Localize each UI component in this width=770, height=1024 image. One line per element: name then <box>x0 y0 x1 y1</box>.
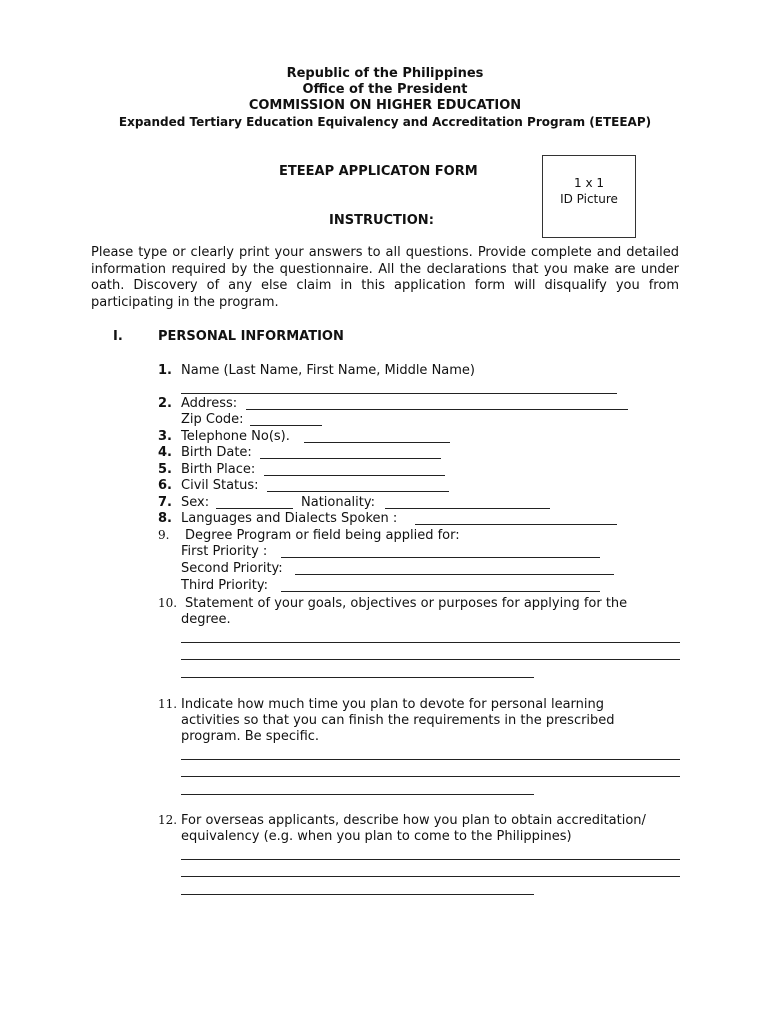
birth-date-label: Birth Date: <box>181 445 252 460</box>
section-roman: I. <box>113 329 123 344</box>
civil-status-label: Civil Status: <box>181 478 259 493</box>
instruction-heading: INSTRUCTION: <box>329 213 434 228</box>
item-number: 10. <box>158 596 178 610</box>
overseas-field-line2[interactable] <box>181 876 680 877</box>
overseas-field-line3[interactable] <box>181 894 534 895</box>
item-number: 12. <box>158 813 178 827</box>
time-label-line1: Indicate how much time you plan to devote for personal learning <box>181 697 605 712</box>
time-field-line3[interactable] <box>181 794 534 795</box>
instruction-text: Please type or clearly print your answers to all questions. Provide complete and detailed information required by the questionnaire. All the declarations that you make are under oath. Discovery of any else claim in this application form will disqualify you from participating in the program. <box>91 245 679 310</box>
third-priority-label: Third Priority: <box>181 578 268 593</box>
form-title: ETEEAP APPLICATON FORM <box>279 164 478 179</box>
header-office: Office of the President <box>302 82 468 97</box>
nationality-label: Nationality: <box>301 495 376 510</box>
second-priority-label: Second Priority: <box>181 561 283 576</box>
item-number: 2. <box>158 396 172 411</box>
sex-field[interactable] <box>216 508 293 509</box>
goals-field-line3[interactable] <box>181 677 534 678</box>
name-label: Name (Last Name, First Name, Middle Name) <box>181 363 475 378</box>
first-priority-label: First Priority : <box>181 544 268 559</box>
item-number: 5. <box>158 462 172 477</box>
time-field-line1[interactable] <box>181 759 680 760</box>
goals-label-line2: degree. <box>181 612 231 627</box>
languages-label: Languages and Dialects Spoken : <box>181 511 398 526</box>
item-number: 11. <box>158 697 178 711</box>
civil-status-field[interactable] <box>267 491 449 492</box>
languages-field[interactable] <box>415 524 617 525</box>
address-field[interactable] <box>246 409 628 410</box>
goals-field-line2[interactable] <box>181 659 680 660</box>
name-field[interactable] <box>181 393 617 394</box>
header-republic: Republic of the Philippines <box>286 66 484 81</box>
overseas-label-line1: For overseas applicants, describe how you plan to obtain accreditation/ <box>181 813 646 828</box>
first-priority-field[interactable] <box>281 557 600 558</box>
time-label-line3: program. Be specific. <box>181 729 320 744</box>
item-number: 4. <box>158 445 172 460</box>
nationality-field[interactable] <box>385 508 550 509</box>
birth-place-field[interactable] <box>264 475 445 476</box>
second-priority-field[interactable] <box>295 574 614 575</box>
item-number: 7. <box>158 495 172 510</box>
overseas-label-line2: equivalency (e.g. when you plan to come to the Philippines) <box>181 829 572 844</box>
item-number: 9. <box>158 528 170 542</box>
degree-program-label: Degree Program or field being applied for: <box>185 528 460 543</box>
telephone-field[interactable] <box>304 442 450 443</box>
sex-label: Sex: <box>181 495 210 510</box>
item-number: 1. <box>158 363 172 378</box>
goals-field-line1[interactable] <box>181 642 680 643</box>
time-field-line2[interactable] <box>181 776 680 777</box>
item-number: 6. <box>158 478 172 493</box>
header-commission: COMMISSION ON HIGHER EDUCATION <box>248 98 522 113</box>
id-picture-label: ID Picture <box>560 192 618 206</box>
item-number: 8. <box>158 511 172 526</box>
time-label-line2: activities so that you can finish the requirements in the prescribed <box>181 713 615 728</box>
goals-label-line1: Statement of your goals, objectives or purposes for applying for the <box>185 596 628 611</box>
zip-field[interactable] <box>250 425 322 426</box>
item-number: 3. <box>158 429 172 444</box>
address-label: Address: <box>181 396 238 411</box>
id-picture-size: 1 x 1 <box>574 176 604 190</box>
birth-place-label: Birth Place: <box>181 462 256 477</box>
zip-label: Zip Code: <box>181 412 244 427</box>
telephone-label: Telephone No(s). <box>181 429 290 444</box>
overseas-field-line1[interactable] <box>181 859 680 860</box>
birth-date-field[interactable] <box>260 458 441 459</box>
third-priority-field[interactable] <box>281 591 600 592</box>
id-picture-box <box>542 155 636 238</box>
header-program: Expanded Tertiary Education Equivalency and Accreditation Program (ETEEAP) <box>118 115 652 129</box>
section-title: PERSONAL INFORMATION <box>158 329 344 344</box>
